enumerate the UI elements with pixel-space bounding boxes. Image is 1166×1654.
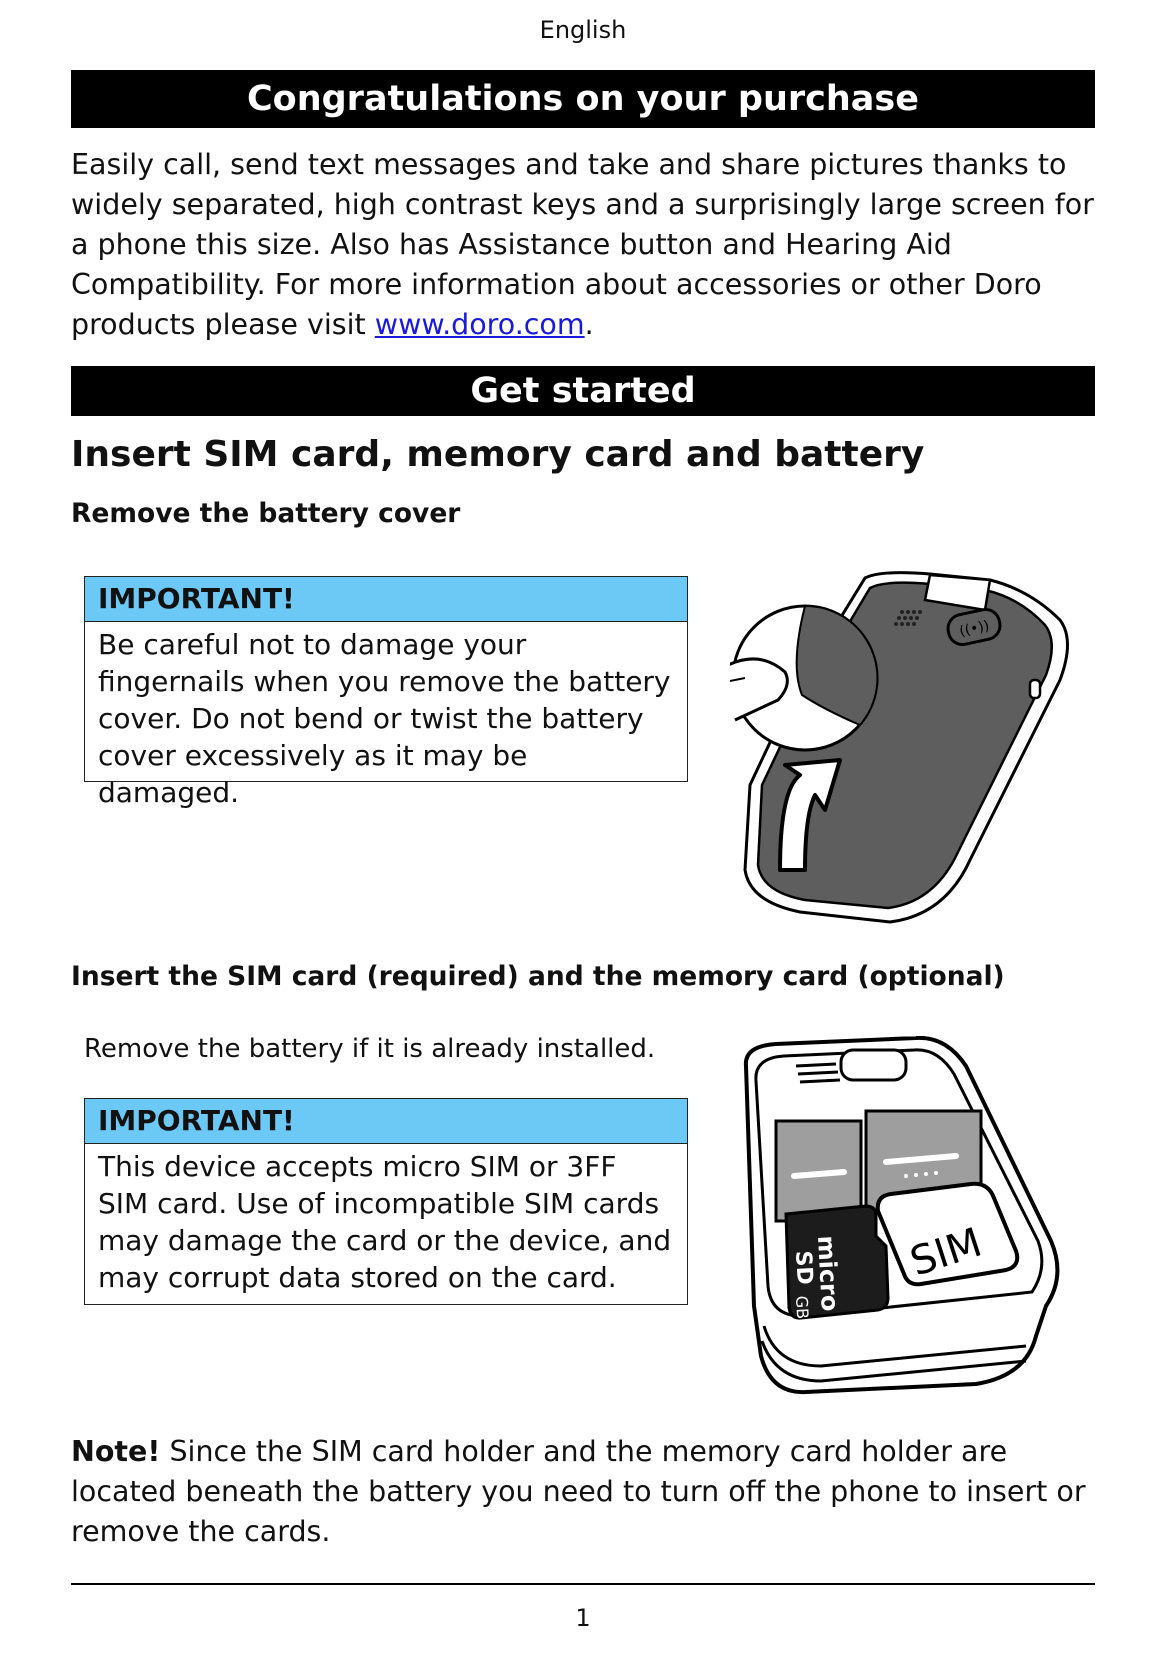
- gb-label: GB: [792, 1295, 813, 1320]
- important-text: This device accepts micro SIM or 3FF SIM card. Use of incompatible SIM cards may damage the card or the device, and may corrupt data stored on the card.: [98, 1150, 672, 1294]
- section-title-congratulations: Congratulations on your purchase: [71, 70, 1095, 128]
- important-label: IMPORTANT!: [85, 1099, 687, 1144]
- insert-cards-heading: Insert the SIM card (required) and the memory card (optional): [71, 961, 1005, 992]
- important-box-sim: [84, 1098, 688, 1305]
- phone-back-illustration: [730, 570, 1070, 930]
- micro-label: micro: [812, 1234, 844, 1313]
- language-label: English: [539, 16, 627, 44]
- svg-text:((•)): ((•)): [958, 618, 991, 640]
- sim-card-illustration: [726, 1036, 1071, 1398]
- note-text: Since the SIM card holder and the memory card holder are located beneath the battery you need to turn off the phone to insert or remove the cards.: [71, 1435, 1086, 1548]
- intro-text-end: .: [584, 308, 594, 341]
- note-paragraph: [71, 1432, 1111, 1552]
- note-label: Note!: [71, 1435, 161, 1468]
- fingernail-detail-circle: [730, 606, 877, 750]
- doro-website-link[interactable]: www.doro.com: [374, 308, 585, 341]
- remove-cover-heading: Remove the battery cover: [71, 498, 461, 529]
- important-text: Be careful not to damage your fingernails when you remove the battery cover. Do not bend or twist the battery cover excessively as it may be damaged.: [98, 628, 671, 809]
- insert-heading: Insert SIM card, memory card and battery: [71, 434, 925, 475]
- intro-paragraph: [71, 145, 1101, 345]
- sd-label: SD: [790, 1250, 817, 1286]
- important-label: IMPORTANT!: [85, 577, 687, 622]
- page-number: 1: [575, 1604, 591, 1632]
- micro-sd-card: [786, 1206, 888, 1320]
- section-title-get-started: Get started: [71, 366, 1095, 416]
- remove-battery-instruction: Remove the battery if it is already installed.: [84, 1034, 656, 1064]
- footer-divider: [71, 1583, 1095, 1585]
- important-box-cover: [84, 576, 688, 809]
- intro-text: Easily call, send text messages and take and share pictures thanks to widely separated, high contrast keys and a surprisingly large screen for a phone this size. Also has Assistance button and Hearing Aid Compatibility. For more information about accessories or other Doro products please visit: [71, 148, 1094, 341]
- sim-label: SIM: [904, 1219, 988, 1286]
